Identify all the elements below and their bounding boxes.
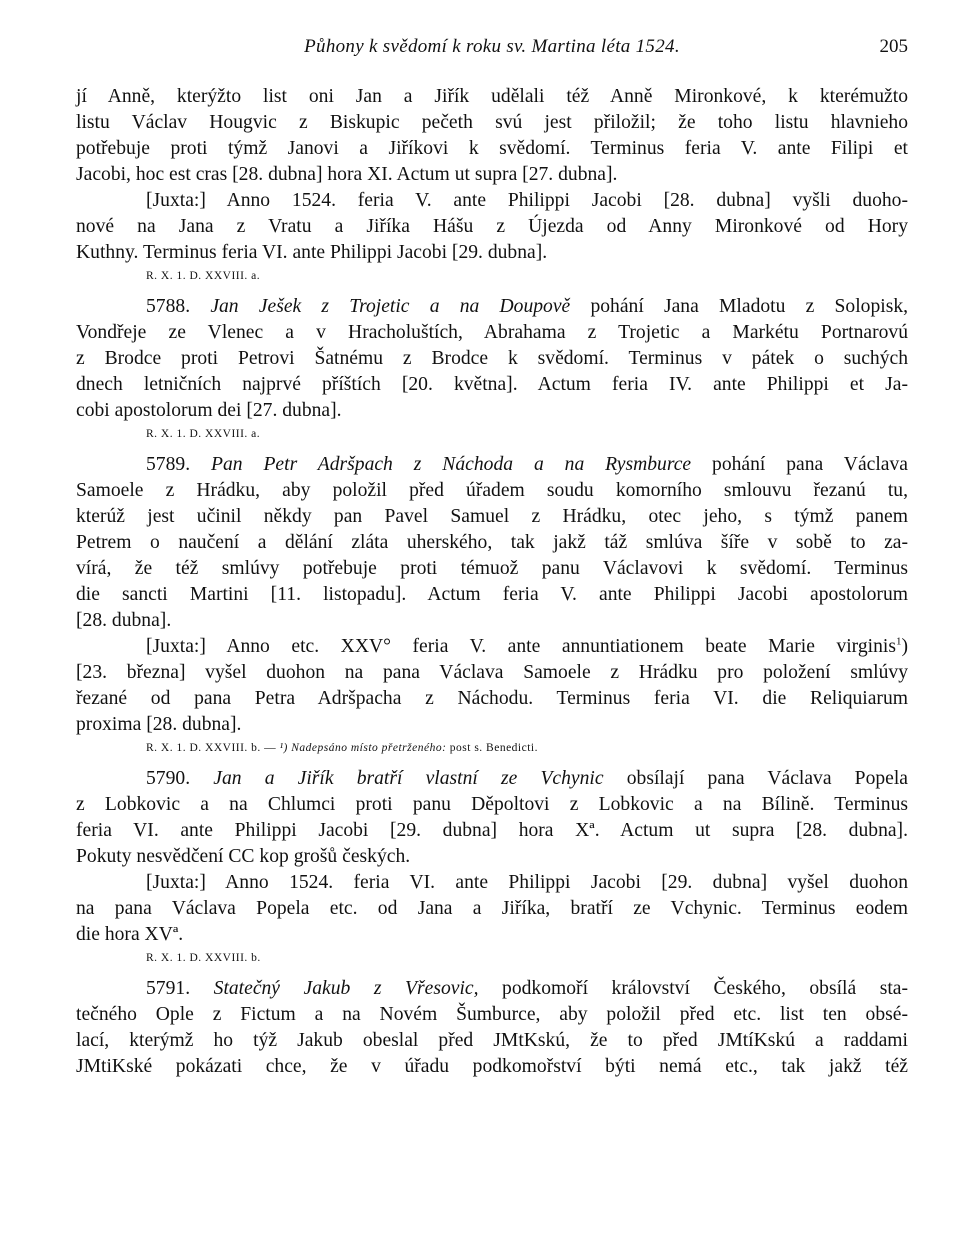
footnote-marker: 1 — [895, 635, 902, 648]
text-line: Petrem o naučení a dělání zláta uherského, tak jakž táž smlúva šíře v sobě to za- — [76, 532, 908, 553]
text-span: pohání Jana Mladotu z Solopisk, — [590, 296, 909, 317]
running-title: Půhony k svědomí k roku sv. Martina léta 1524. — [304, 36, 680, 57]
text-line: kterúž jest učinil někdy pan Pavel Samuel z Hrádku, otec jeho, s týmž panem — [76, 506, 908, 527]
text-line: Vondřeje ze Vlenec a v Hracholuštích, Abrahama z Trojetic a Markétu Portnarovú — [76, 322, 908, 343]
text-line: Jacobi, hoc est cras [28. dubna] hora XI. Actum ut supra [27. dubna]. — [76, 164, 618, 185]
entry-number: 5789. — [146, 454, 191, 475]
text-line: z Lobkovic a na Chlumci proti panu Děpoltovi z Lobkovic a na Bílině. Terminus — [76, 794, 908, 815]
text-line: JMtiKské pokázati chce, že v úřadu podkomořství býti nemá etc., tak jakž též — [76, 1056, 908, 1077]
text-line: Samoele z Hrádku, aby položil před úřadem soudu komorního smlouvu řezanú tu, — [76, 480, 908, 501]
text-line: Pokuty nesvědčení CC kop grošů českých. — [76, 846, 411, 867]
text-line: die hora XVª. — [76, 924, 184, 945]
text-line: vírá, že též smlúvy potřebuje proti témuož panu Václavovi k svědomí. Terminus — [76, 558, 908, 579]
signature-text: R. X. 1. D. XXVIII. b. — — [146, 742, 280, 754]
entry-person: Pan Petr Adršpach z Náchoda a na Rysmburce — [211, 454, 692, 475]
entry-5791-first-line — [146, 976, 908, 1002]
text-span: [Juxta:] Anno etc. XXV° feria V. ante annuntiationem beate Marie virginis — [146, 636, 896, 657]
footnote-text: post s. Benedicti. — [446, 742, 538, 754]
text-line: [Juxta:] Anno 1524. feria V. ante Philippi Jacobi [28. dubna] vyšli duoho- — [146, 190, 908, 211]
footnote-text: ¹) Nadepsáno místo přetrženého: — [279, 742, 447, 754]
text-line: řezané od pana Petra Adršpacha z Náchodu. Terminus feria VI. die Reliquiarum — [76, 688, 908, 709]
archival-signature: R. X. 1. D. XXVIII. b. — [146, 952, 261, 964]
entry-person: Jan a Jiřík bratří vlastní ze Vchynic — [213, 768, 604, 789]
text-line: jí Anně, kterýžto list oni Jan a Jiřík udělali též Anně Mironkové, k kterémužto — [76, 86, 908, 107]
archival-signature: R. X. 1. D. XXVIII. a. — [146, 428, 261, 440]
entry-5790-first-line — [146, 766, 908, 792]
text-line: tečného Ople z Fictum a na Novém Šumburce, aby položil před etc. list ten obsé- — [76, 1004, 908, 1025]
text-span: pohání pana Václava — [712, 454, 908, 475]
text-span: obsílají pana Václava Popela — [626, 768, 909, 789]
text-line: [23. března] vyšel duohon na pana Václava Samoele z Hrádku pro položení smlúvy — [76, 662, 908, 683]
text-line: potřebuje proti týmž Janovi a Jiříkovi k svědomí. Terminus feria V. ante Filipi et — [76, 138, 908, 159]
entry-5788-first-line — [146, 294, 908, 320]
archival-signature-with-footnote — [146, 740, 538, 756]
text-line: na pana Václava Popela etc. od Jana a Jiříka, bratří ze Vchynic. Terminus eodem — [76, 898, 908, 919]
text-line: nové na Jana z Vratu a Jiříka Hášu z Újezda od Anny Mironkové od Hory — [76, 216, 908, 237]
entry-number: 5788. — [146, 296, 191, 317]
text-line: dnech letničních najprvé příštích [20. května]. Actum feria IV. ante Philippi et Ja- — [76, 374, 908, 395]
text-span: podkomoří království Českého, obsílá sta- — [502, 978, 909, 999]
text-line: feria VI. ante Philippi Jacobi [29. dubna] hora Xª. Actum ut supra [28. dubna]. — [76, 820, 908, 841]
text-span: ) — [901, 636, 908, 657]
text-line: die sancti Martini [11. listopadu]. Actum feria V. ante Philippi Jacobi apostolorum — [76, 584, 908, 605]
text-line: cobi apostolorum dei [27. dubna]. — [76, 400, 342, 421]
entry-5789-first-line — [146, 452, 908, 478]
text-line: proxima [28. dubna]. — [76, 714, 242, 735]
entry-person: Jan Ješek z Trojetic a na Doupově — [210, 296, 571, 317]
entry-number: 5790. — [146, 768, 191, 789]
text-line: Kuthny. Terminus feria VI. ante Philippi Jacobi [29. dubna]. — [76, 242, 548, 263]
archival-signature: R. X. 1. D. XXVIII. a. — [146, 270, 261, 282]
page-number: 205 — [879, 36, 908, 57]
text-line: z Brodce proti Petrovi Šatnému z Brodce k svědomí. Terminus v pátek o suchých — [76, 348, 908, 369]
page-header — [76, 36, 908, 64]
text-line: lací, kterýmž ho týž Jakub obeslal před JMtKskú, že to před JMtíKskú a raddami — [76, 1030, 908, 1051]
text-line-with-footnote — [146, 634, 908, 660]
entry-person: Statečný Jakub z Vřesovic, — [213, 978, 479, 999]
text-line: [Juxta:] Anno 1524. feria VI. ante Philippi Jacobi [29. dubna] vyšel duohon — [146, 872, 908, 893]
entry-number: 5791. — [146, 978, 191, 999]
text-line: [28. dubna]. — [76, 610, 172, 631]
text-line: listu Václav Hougvic z Biskupic pečeth svú jest přiložil; že toho listu hlavnieho — [76, 112, 908, 133]
